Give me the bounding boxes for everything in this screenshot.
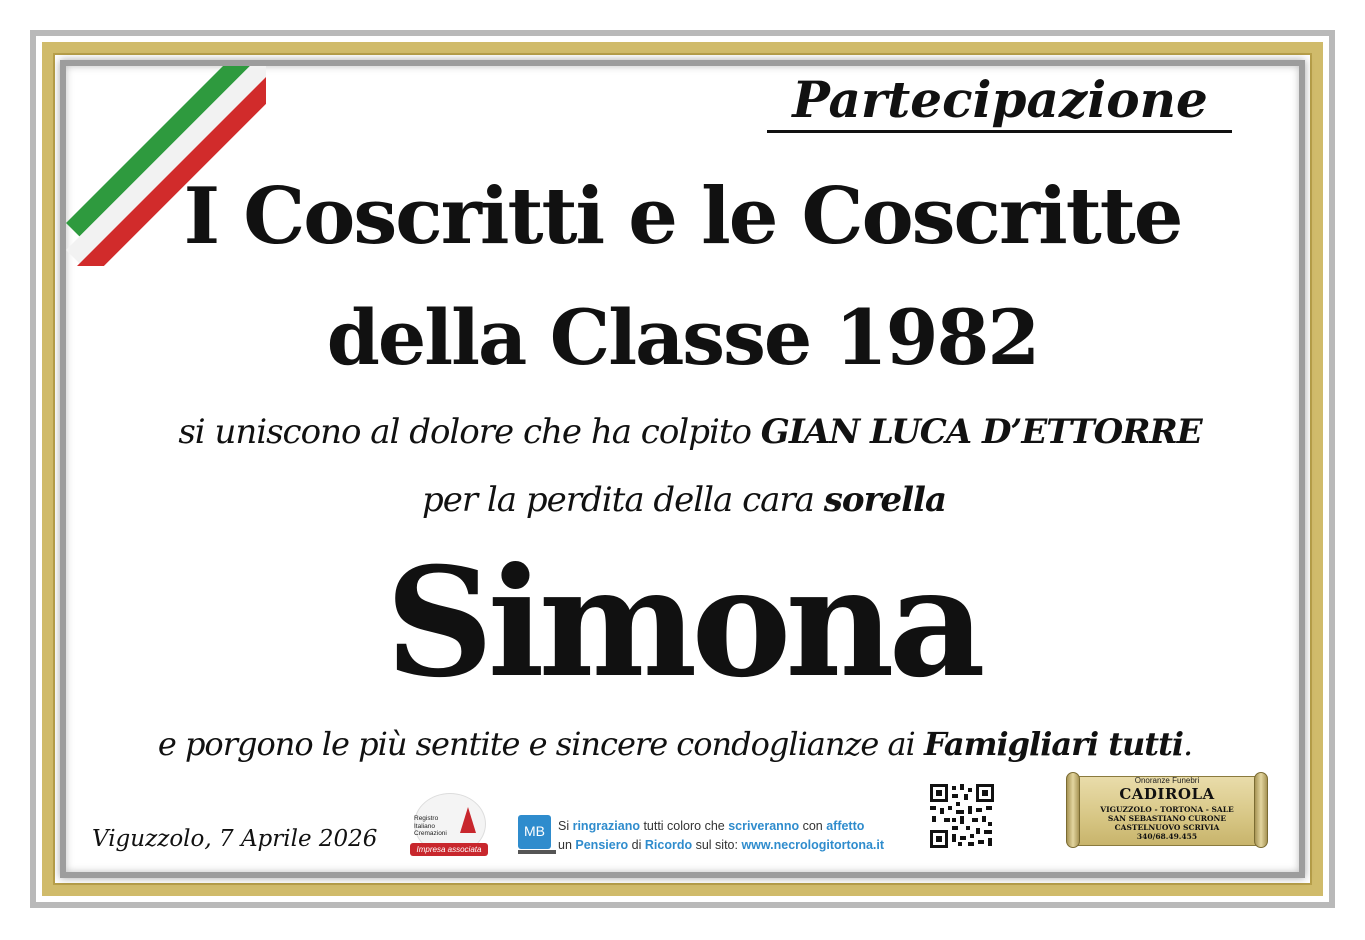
mb-book-base bbox=[518, 850, 556, 854]
cadirola-subtitle: Onoranze Funebri bbox=[1134, 776, 1200, 785]
line3-text: e porgono le più sentite e sincere condoglianze ai bbox=[157, 725, 924, 763]
deceased-name: Simona bbox=[385, 535, 980, 711]
cadirola-phone: 340/68.49.455 bbox=[1136, 832, 1198, 841]
cadirola-locations: VIGUZZOLO - TORTONA - SALE bbox=[1100, 805, 1234, 814]
thanks-highlight: Ricordo bbox=[644, 838, 693, 852]
ric-line-2: Italiano bbox=[414, 822, 435, 830]
thanks-text: Si bbox=[558, 819, 573, 833]
cadirola-location-3: CASTELNUOVO SCRIVIA bbox=[1114, 823, 1220, 832]
condolence-line-1 bbox=[0, 412, 1365, 452]
recipient-name: GIAN LUCA D’ETTORRE bbox=[760, 412, 1202, 452]
thanks-highlight: ringraziano bbox=[572, 819, 640, 833]
ric-logo-text bbox=[414, 815, 460, 838]
thanks-line-1 bbox=[558, 817, 928, 836]
thanks-highlight: Pensiero bbox=[575, 838, 629, 852]
cadirola-name: CADIROLA bbox=[1119, 785, 1215, 803]
line1-text: si uniscono al dolore che ha colpito bbox=[178, 412, 761, 452]
thanks-text: con bbox=[799, 819, 827, 833]
cadirola-logo bbox=[1066, 772, 1268, 848]
relation: sorella bbox=[823, 480, 946, 520]
notice-heading: Partecipazione bbox=[792, 70, 1208, 129]
qr-code[interactable] bbox=[930, 784, 994, 848]
ric-flame-icon bbox=[460, 807, 476, 833]
ric-banner: Impresa associata bbox=[410, 843, 488, 856]
mb-book-icon: MB bbox=[518, 815, 551, 849]
heading-underline bbox=[767, 130, 1232, 133]
family-text: Famigliari tutti bbox=[923, 725, 1183, 763]
thanks-text: un bbox=[558, 838, 576, 852]
condolence-line-2 bbox=[0, 480, 1365, 520]
thanks-text: sul sito: bbox=[692, 838, 742, 852]
ric-line-3: Cremazioni bbox=[414, 830, 447, 837]
ric-line-1: Registro bbox=[414, 815, 439, 822]
thanks-text: tutti coloro che bbox=[639, 819, 729, 833]
line2-text: per la perdita della cara bbox=[421, 480, 824, 520]
cadirola-location-2: SAN SEBASTIANO CURONE bbox=[1107, 814, 1227, 823]
thanks-highlight: scriveranno bbox=[728, 819, 800, 833]
title-line-1: I Coscritti e le Coscritte bbox=[183, 171, 1182, 262]
place-date: Viguzzolo, 7 Aprile 2026 bbox=[92, 826, 378, 852]
thanks-note bbox=[558, 817, 928, 855]
website-link[interactable]: www.necrologitortona.it bbox=[741, 838, 885, 852]
title-line-2: della Classe 1982 bbox=[326, 293, 1039, 382]
registro-cremazioni-logo bbox=[410, 793, 488, 857]
condolence-line-3 bbox=[0, 725, 1350, 763]
thanks-line-2 bbox=[558, 836, 928, 855]
line3-period: . bbox=[1183, 725, 1193, 763]
thanks-highlight: affetto bbox=[826, 819, 865, 833]
thanks-text: di bbox=[628, 838, 645, 852]
